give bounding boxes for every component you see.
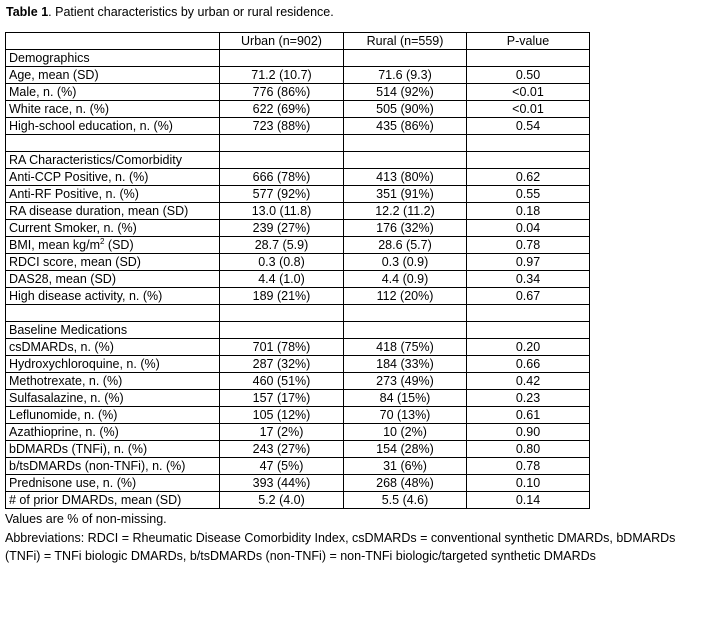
cell-p-value: 0.62 [467, 169, 590, 186]
row-label-text: BMI, mean kg/m [9, 238, 100, 252]
row-label-text: High-school education, n. (%) [9, 119, 173, 133]
cell-p-value: <0.01 [467, 101, 590, 118]
cell-rural: 84 (15%) [344, 390, 467, 407]
patient-characteristics-table [5, 32, 590, 509]
cell-urban: 393 (44%) [220, 475, 344, 492]
cell-rural: 505 (90%) [344, 101, 467, 118]
cell-urban: 666 (78%) [220, 169, 344, 186]
empty-cell [344, 322, 467, 339]
row-label [6, 254, 220, 271]
cell-p-value: 0.61 [467, 407, 590, 424]
row-label [6, 169, 220, 186]
cell-urban: 47 (5%) [220, 458, 344, 475]
row-label [6, 339, 220, 356]
row-label [6, 271, 220, 288]
row-label [6, 67, 220, 84]
row-label [6, 475, 220, 492]
row-label-text: Anti-RF Positive, n. (%) [9, 187, 139, 201]
cell-p-value: 0.04 [467, 220, 590, 237]
row-label [6, 458, 220, 475]
table-row [6, 424, 590, 441]
table-notes [5, 510, 719, 566]
cell-rural: 413 (80%) [344, 169, 467, 186]
cell-p-value: 0.55 [467, 186, 590, 203]
cell-rural: 176 (32%) [344, 220, 467, 237]
cell-p-value: 0.78 [467, 237, 590, 254]
row-label-superscript: 2 [100, 237, 105, 246]
table-row [6, 458, 590, 475]
row-label-text: b/tsDMARDs (non-TNFi), n. (%) [9, 459, 186, 473]
empty-cell [344, 50, 467, 67]
cell-p-value: 0.10 [467, 475, 590, 492]
table-row [6, 220, 590, 237]
row-label-text: # of prior DMARDs, mean (SD) [9, 493, 182, 507]
row-label [6, 288, 220, 305]
cell-p-value: 0.54 [467, 118, 590, 135]
row-label [6, 390, 220, 407]
cell-urban: 239 (27%) [220, 220, 344, 237]
table-row [6, 237, 590, 254]
empty-cell [467, 50, 590, 67]
cell-rural: 351 (91%) [344, 186, 467, 203]
table-row [6, 67, 590, 84]
empty-cell [220, 322, 344, 339]
row-label [6, 407, 220, 424]
table-row [6, 441, 590, 458]
row-label-text: High disease activity, n. (%) [9, 289, 163, 303]
cell-rural: 28.6 (5.7) [344, 237, 467, 254]
row-label [6, 186, 220, 203]
cell-rural: 31 (6%) [344, 458, 467, 475]
section-title: Baseline Medications [6, 322, 220, 339]
row-label-text: Age, mean (SD) [9, 68, 99, 82]
cell-urban: 460 (51%) [220, 373, 344, 390]
note-abbreviations-line-2: (TNFi) = TNFi biologic DMARDs, b/tsDMARDs (non-TNFi) = non-TNFi biologic/targeted synthetic DMARDs [5, 549, 596, 563]
cell-urban: 243 (27%) [220, 441, 344, 458]
table-body [6, 50, 590, 509]
row-label-text: Anti-CCP Positive, n. (%) [9, 170, 149, 184]
row-label-text: Prednisone use, n. (%) [9, 476, 137, 490]
row-label-text: Male, n. (%) [9, 85, 77, 99]
table-row [6, 492, 590, 509]
cell-rural: 0.3 (0.9) [344, 254, 467, 271]
cell-rural: 435 (86%) [344, 118, 467, 135]
table-row [6, 339, 590, 356]
table-row [6, 203, 590, 220]
cell-p-value: 0.18 [467, 203, 590, 220]
section-header-row [6, 322, 590, 339]
blank-row [6, 305, 590, 322]
blank-row [6, 135, 590, 152]
cell-rural: 70 (13%) [344, 407, 467, 424]
blank-cell [344, 305, 467, 322]
table-caption-label: Table 1 [6, 5, 49, 19]
cell-p-value: 0.67 [467, 288, 590, 305]
row-label-tail: (SD) [104, 238, 134, 252]
cell-p-value: 0.50 [467, 67, 590, 84]
blank-cell [6, 305, 220, 322]
table-row [6, 288, 590, 305]
empty-cell [467, 152, 590, 169]
row-label-text: Leflunomide, n. (%) [9, 408, 118, 422]
cell-urban: 71.2 (10.7) [220, 67, 344, 84]
table-row [6, 356, 590, 373]
table-row [6, 84, 590, 101]
cell-rural: 268 (48%) [344, 475, 467, 492]
cell-rural: 418 (75%) [344, 339, 467, 356]
cell-rural: 10 (2%) [344, 424, 467, 441]
cell-urban: 0.3 (0.8) [220, 254, 344, 271]
row-label-text: Azathioprine, n. (%) [9, 425, 119, 439]
cell-p-value: 0.78 [467, 458, 590, 475]
table-caption [6, 4, 719, 20]
blank-cell [467, 135, 590, 152]
empty-cell [344, 152, 467, 169]
cell-rural: 154 (28%) [344, 441, 467, 458]
section-title: RA Characteristics/Comorbidity [6, 152, 220, 169]
header-cell-urban: Urban (n=902) [220, 33, 344, 50]
cell-rural: 273 (49%) [344, 373, 467, 390]
cell-rural: 184 (33%) [344, 356, 467, 373]
cell-urban: 157 (17%) [220, 390, 344, 407]
section-header-row [6, 152, 590, 169]
row-label [6, 84, 220, 101]
blank-cell [220, 305, 344, 322]
table-row [6, 407, 590, 424]
cell-urban: 13.0 (11.8) [220, 203, 344, 220]
row-label-text: RDCI score, mean (SD) [9, 255, 141, 269]
cell-p-value: <0.01 [467, 84, 590, 101]
cell-urban: 622 (69%) [220, 101, 344, 118]
table-header-row [6, 33, 590, 50]
empty-cell [220, 152, 344, 169]
header-cell-label [6, 33, 220, 50]
section-header-row [6, 50, 590, 67]
table-caption-text: . Patient characteristics by urban or rural residence. [48, 5, 334, 19]
cell-rural: 12.2 (11.2) [344, 203, 467, 220]
row-label-text: bDMARDs (TNFi), n. (%) [9, 442, 148, 456]
cell-urban: 577 (92%) [220, 186, 344, 203]
cell-urban: 4.4 (1.0) [220, 271, 344, 288]
row-label [6, 101, 220, 118]
table-row [6, 186, 590, 203]
row-label-text: Hydroxychloroquine, n. (%) [9, 357, 160, 371]
note-values: Values are % of non-missing. [5, 512, 167, 526]
row-label-text: DAS28, mean (SD) [9, 272, 116, 286]
empty-cell [220, 50, 344, 67]
blank-cell [6, 135, 220, 152]
row-label [6, 492, 220, 509]
row-label-text: White race, n. (%) [9, 102, 110, 116]
table-row [6, 373, 590, 390]
cell-urban: 5.2 (4.0) [220, 492, 344, 509]
row-label-text: Methotrexate, n. (%) [9, 374, 123, 388]
cell-p-value: 0.80 [467, 441, 590, 458]
cell-urban: 189 (21%) [220, 288, 344, 305]
table-row [6, 390, 590, 407]
row-label [6, 441, 220, 458]
cell-rural: 112 (20%) [344, 288, 467, 305]
cell-urban: 17 (2%) [220, 424, 344, 441]
row-label [6, 203, 220, 220]
row-label [6, 424, 220, 441]
empty-cell [467, 322, 590, 339]
cell-p-value: 0.14 [467, 492, 590, 509]
cell-rural: 514 (92%) [344, 84, 467, 101]
blank-cell [220, 135, 344, 152]
row-label [6, 373, 220, 390]
cell-urban: 105 (12%) [220, 407, 344, 424]
cell-p-value: 0.23 [467, 390, 590, 407]
header-cell-rural: Rural (n=559) [344, 33, 467, 50]
blank-cell [344, 135, 467, 152]
cell-rural: 5.5 (4.6) [344, 492, 467, 509]
row-label-text: Sulfasalazine, n. (%) [9, 391, 124, 405]
cell-p-value: 0.97 [467, 254, 590, 271]
table-row [6, 271, 590, 288]
row-label [6, 220, 220, 237]
table-row [6, 101, 590, 118]
cell-rural: 71.6 (9.3) [344, 67, 467, 84]
cell-p-value: 0.34 [467, 271, 590, 288]
table-row [6, 254, 590, 271]
row-label [6, 237, 220, 254]
cell-rural: 4.4 (0.9) [344, 271, 467, 288]
cell-urban: 701 (78%) [220, 339, 344, 356]
blank-cell [467, 305, 590, 322]
row-label-text: csDMARDs, n. (%) [9, 340, 114, 354]
cell-p-value: 0.90 [467, 424, 590, 441]
section-title: Demographics [6, 50, 220, 67]
note-abbreviations-line-1: Abbreviations: RDCI = Rheumatic Disease Comorbidity Index, csDMARDs = conventional synthetic DMARDs, bDMARDs [5, 530, 676, 545]
row-label-text: RA disease duration, mean (SD) [9, 204, 189, 218]
cell-p-value: 0.20 [467, 339, 590, 356]
cell-urban: 28.7 (5.9) [220, 237, 344, 254]
cell-urban: 287 (32%) [220, 356, 344, 373]
header-cell-p-value: P-value [467, 33, 590, 50]
row-label [6, 356, 220, 373]
table-row [6, 118, 590, 135]
row-label-text: Current Smoker, n. (%) [9, 221, 137, 235]
table-row [6, 475, 590, 492]
cell-p-value: 0.42 [467, 373, 590, 390]
table-row [6, 169, 590, 186]
cell-urban: 723 (88%) [220, 118, 344, 135]
cell-urban: 776 (86%) [220, 84, 344, 101]
cell-p-value: 0.66 [467, 356, 590, 373]
row-label [6, 118, 220, 135]
